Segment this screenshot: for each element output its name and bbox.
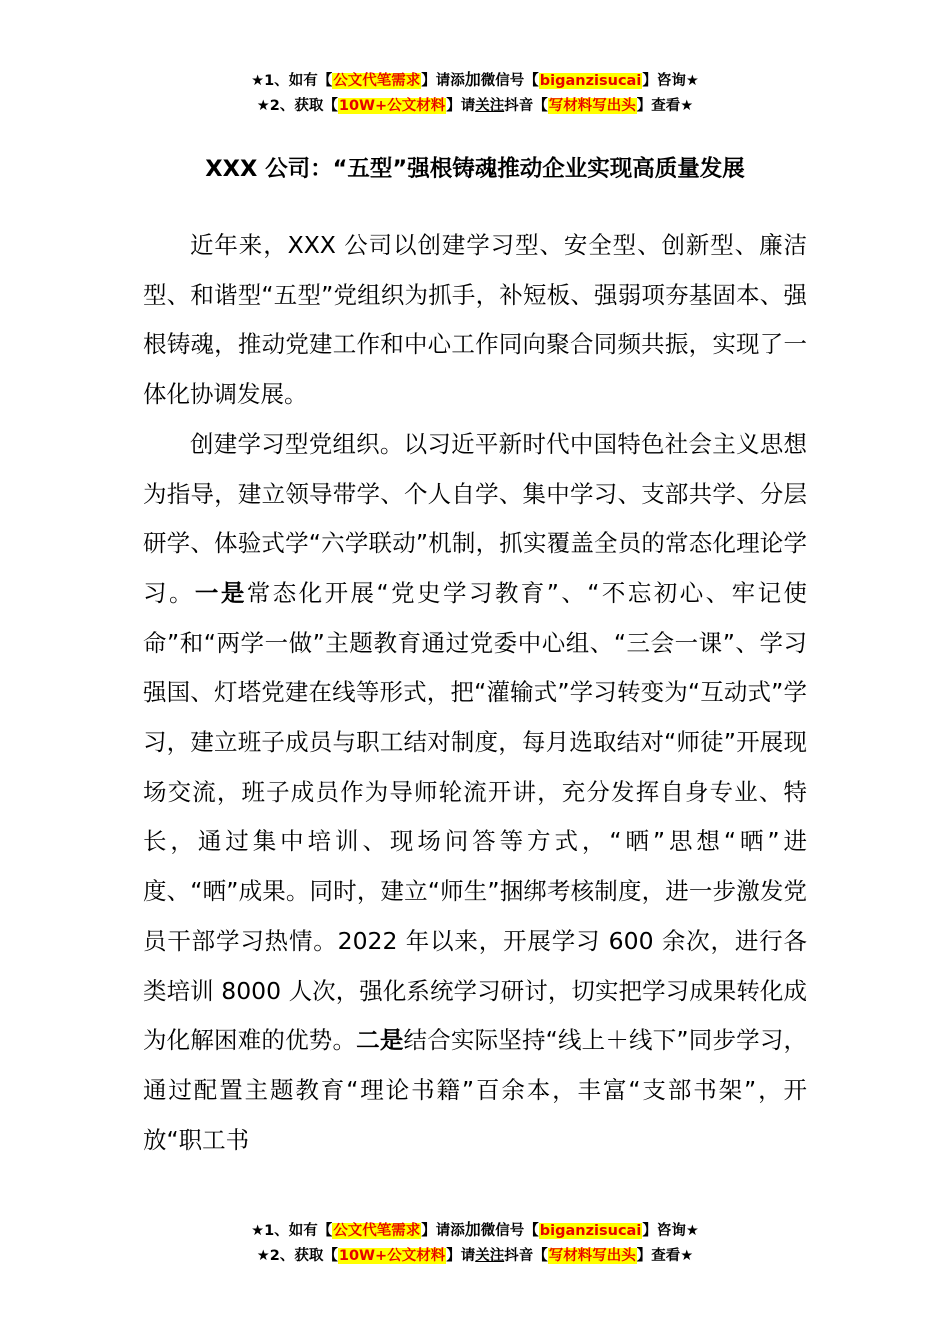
promo-text: 抖音【 bbox=[504, 98, 548, 114]
promo-line-2 bbox=[0, 1244, 950, 1269]
promo-text: 】咨询★ bbox=[642, 1223, 699, 1239]
promo-text: 】请添 bbox=[421, 73, 465, 89]
document-body bbox=[143, 221, 807, 1165]
promo-emphasis: 关注 bbox=[475, 98, 505, 114]
promo-emphasis: 加 bbox=[464, 1220, 481, 1239]
promo-line-1 bbox=[0, 1217, 950, 1244]
promo-text: 】查看★ bbox=[636, 1248, 694, 1264]
promo-line-1 bbox=[0, 67, 950, 94]
promo-emphasis: 关注 bbox=[475, 1248, 505, 1264]
promo-highlight: 写材料写出头 bbox=[548, 98, 636, 114]
promo-line-2 bbox=[0, 94, 950, 119]
promo-text: ★1、如有【 bbox=[251, 1223, 333, 1239]
promo-highlight: biganzisucai bbox=[539, 1223, 642, 1239]
promo-text: 】咨询★ bbox=[642, 73, 699, 89]
promo-highlight: 10W+公文材料 bbox=[338, 1248, 446, 1264]
promo-text: 】请 bbox=[446, 1248, 476, 1264]
promo-highlight: 10W+公文材料 bbox=[338, 98, 446, 114]
promo-highlight: 写材料写出头 bbox=[548, 1248, 636, 1264]
promo-text: ★2、获取【 bbox=[256, 98, 338, 114]
promo-highlight: biganzisucai bbox=[539, 73, 642, 89]
promo-text: 微信号【 bbox=[480, 73, 539, 89]
paragraph-text: 结合实际坚持“线上＋线下”同步学习，通过配置主题教育“理论书籍”百余本，丰富“支部书架”，开放“职工书 bbox=[143, 1026, 808, 1154]
paragraph-text: 常态化开展“党史学习教育”、“不忘初心、牢记使命”和“两学一做”主题教育通过党委中心组、“三会一课”、学习强国、灯塔党建在线等形式，把“灌输式”学习转变为“互动式”学习，建立班子成员与职工结对制度，每月选取结对“师徒”开展现场交流，班子成员作为导师轮流开讲，充分发挥自身专业、特长，通过集中培训、现场问答等方式，“晒”思想“晒”进度、“晒”成果。同时，建立“师生”捆绑考核制度，进一步激发党员干部学习热情。2022 年以来，开展学习 600 余次，进行各类培训 8000 人次，强化系统学习研讨，切实把学习成果转化成为化解困难的优势。 bbox=[143, 578, 808, 1055]
promo-highlight: 公文代笔需求 bbox=[333, 73, 421, 89]
promo-emphasis: 加 bbox=[464, 70, 481, 89]
promo-text: ★1、如有【 bbox=[251, 73, 333, 89]
promo-text: 抖音【 bbox=[504, 1248, 548, 1264]
footer-promo-banner bbox=[0, 1217, 950, 1269]
document-title: XXX 公司：“五型”强根铸魂推动企业实现高质量发展 bbox=[205, 156, 745, 182]
paragraph-lead-marker: 一是 bbox=[194, 578, 247, 607]
promo-highlight: 公文代笔需求 bbox=[333, 1223, 421, 1239]
promo-text: 微信号【 bbox=[480, 1223, 539, 1239]
promo-text: 】查看★ bbox=[636, 98, 694, 114]
paragraph-lead-marker: 二是 bbox=[356, 1026, 404, 1055]
paragraph-text: 创建学习型党组织。以习近平新时代中国特色社会主义思想为指导，建立领导带学、个人自学、集中学习、支部共学、分层研学、体验式学“六学联动”机制，抓实覆盖全员的常态化理论学习。 bbox=[143, 429, 807, 607]
promo-text: ★2、获取【 bbox=[256, 1248, 338, 1264]
paragraph-learning-org bbox=[143, 420, 807, 1166]
paragraph-intro: 近年来，XXX 公司以创建学习型、安全型、创新型、廉洁型、和谐型“五型”党组织为抓手，补短板、强弱项夯基固本、强根铸魂，推动党建工作和中心工作同向聚合同频共振，实现了一体化协调发展。 bbox=[143, 231, 807, 409]
promo-text: 】请 bbox=[446, 98, 476, 114]
promo-text: 】请添 bbox=[421, 1223, 465, 1239]
header-promo-banner bbox=[0, 67, 950, 119]
